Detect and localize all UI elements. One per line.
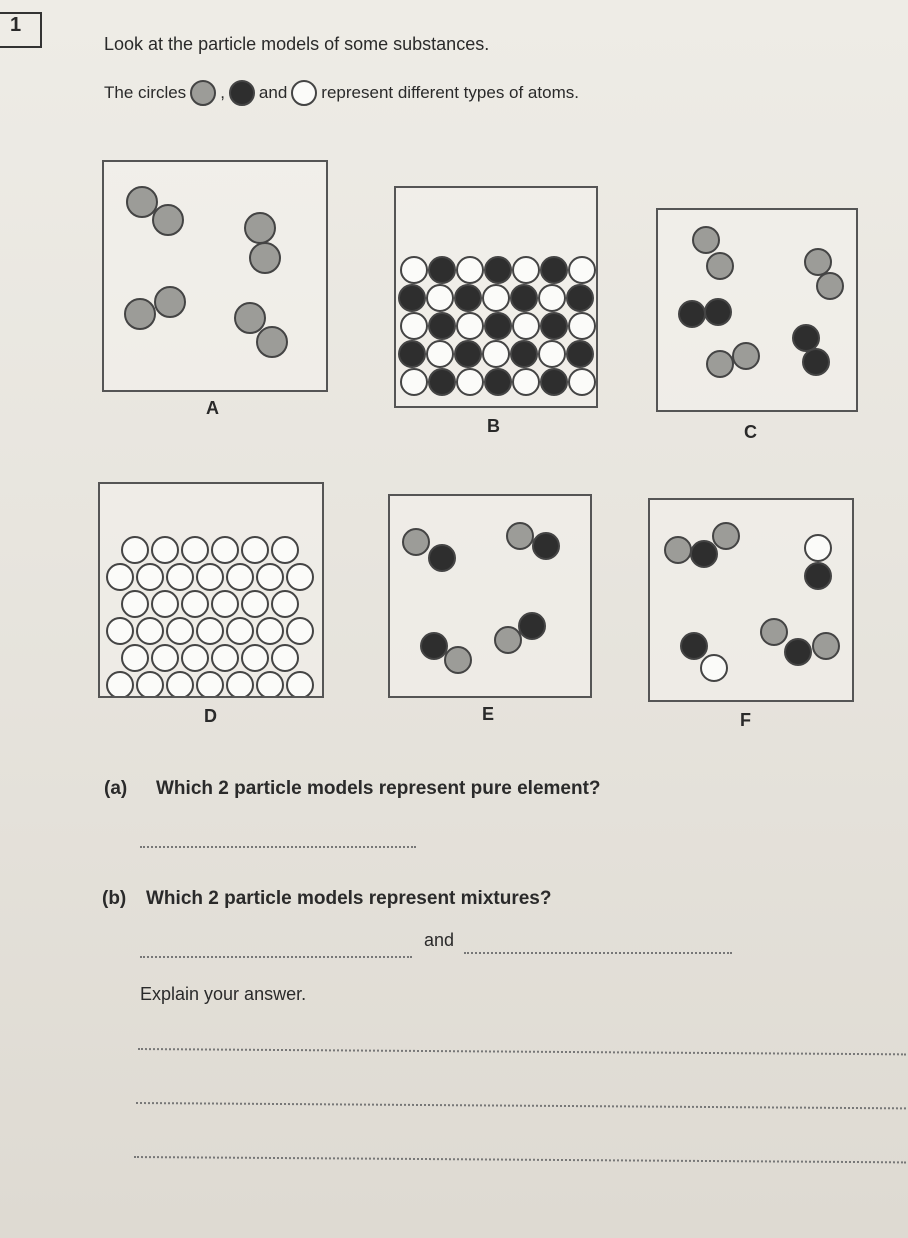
atom <box>107 618 133 644</box>
atom <box>242 591 268 617</box>
part-b-and: and <box>424 930 455 950</box>
atom <box>427 285 453 311</box>
atom <box>513 257 539 283</box>
atom <box>507 523 533 549</box>
atom <box>805 563 831 589</box>
atom <box>429 369 455 395</box>
model-b-particles <box>396 188 596 406</box>
black-atom-icon <box>229 80 255 106</box>
atom <box>533 533 559 559</box>
atom <box>495 627 521 653</box>
atom <box>513 313 539 339</box>
atom <box>761 619 787 645</box>
model-e-box <box>388 494 592 698</box>
part-b-question: Which 2 particle models represent mixtures? <box>146 888 552 909</box>
atom <box>287 618 313 644</box>
atom <box>227 564 253 590</box>
atom <box>167 564 193 590</box>
atom <box>569 369 595 395</box>
atom <box>182 537 208 563</box>
atom <box>287 564 313 590</box>
atom <box>569 257 595 283</box>
part-a-marker: (a) <box>104 778 128 799</box>
model-d-particles <box>100 484 322 696</box>
atom <box>485 313 511 339</box>
atom <box>257 672 283 696</box>
atom <box>155 287 185 317</box>
atom <box>813 633 839 659</box>
atom <box>707 351 733 377</box>
atom <box>707 253 733 279</box>
answer-line-b2[interactable] <box>464 952 732 954</box>
key-suffix: represent different types of atoms. <box>321 83 579 102</box>
atom <box>257 564 283 590</box>
question-number: 1 <box>10 14 22 36</box>
key-prefix: The circles <box>104 83 187 102</box>
model-e-label: E <box>482 704 495 724</box>
atom <box>567 285 593 311</box>
atom <box>803 349 829 375</box>
atom <box>427 341 453 367</box>
intro-text: Look at the particle models of some substances. <box>104 34 490 54</box>
key-separator: , <box>220 83 225 102</box>
atom <box>287 672 313 696</box>
key-and: and <box>258 83 288 102</box>
atom <box>793 325 819 351</box>
atom <box>429 545 455 571</box>
atom <box>182 591 208 617</box>
model-a-particles <box>104 162 326 390</box>
atom <box>485 257 511 283</box>
atom <box>242 645 268 671</box>
atom <box>107 564 133 590</box>
part-b-marker: (b) <box>102 888 127 909</box>
atom <box>137 564 163 590</box>
atom <box>421 633 447 659</box>
atom <box>665 537 691 563</box>
atom <box>182 645 208 671</box>
model-c-label: C <box>744 422 757 442</box>
atom <box>227 672 253 696</box>
atom <box>805 249 831 275</box>
model-b-label: B <box>487 416 500 436</box>
atom <box>693 227 719 253</box>
atom <box>399 341 425 367</box>
atom <box>137 618 163 644</box>
atom <box>541 257 567 283</box>
grey-atom-icon <box>190 80 216 106</box>
atom <box>705 299 731 325</box>
atom <box>245 213 275 243</box>
model-f-box <box>648 498 854 702</box>
atom <box>257 618 283 644</box>
atom <box>137 672 163 696</box>
atom <box>242 537 268 563</box>
atom <box>455 341 481 367</box>
atom <box>457 369 483 395</box>
atom <box>805 535 831 561</box>
atom <box>401 313 427 339</box>
atom <box>445 647 471 673</box>
atom <box>541 313 567 339</box>
atom <box>483 341 509 367</box>
atom <box>567 341 593 367</box>
atom <box>485 369 511 395</box>
answer-line-a[interactable] <box>140 846 416 848</box>
atom <box>107 672 133 696</box>
explain-prompt: Explain your answer. <box>140 984 307 1004</box>
atom <box>272 645 298 671</box>
atom <box>541 369 567 395</box>
answer-line-b1[interactable] <box>140 956 412 958</box>
atom <box>511 285 537 311</box>
atom <box>235 303 265 333</box>
atom <box>122 591 148 617</box>
atom <box>272 537 298 563</box>
atom <box>127 187 157 217</box>
atom <box>167 618 193 644</box>
model-d-box <box>98 482 324 698</box>
atom <box>457 313 483 339</box>
explain-line-3[interactable] <box>134 1156 906 1163</box>
atom <box>152 537 178 563</box>
atom <box>153 205 183 235</box>
atom <box>539 285 565 311</box>
atom <box>152 645 178 671</box>
atom <box>569 313 595 339</box>
atom <box>681 633 707 659</box>
atom <box>455 285 481 311</box>
atom <box>483 285 509 311</box>
explain-line-1[interactable] <box>138 1048 906 1055</box>
model-c-box <box>656 208 858 412</box>
atom <box>817 273 843 299</box>
model-b-box <box>394 186 598 408</box>
atom <box>401 369 427 395</box>
atom <box>403 529 429 555</box>
atom <box>197 564 223 590</box>
atom <box>429 257 455 283</box>
model-d-label: D <box>204 706 217 726</box>
atom <box>197 672 223 696</box>
atom <box>701 655 727 681</box>
model-f-particles <box>650 500 852 700</box>
white-atom-icon <box>291 80 317 106</box>
explain-line-2[interactable] <box>136 1102 906 1109</box>
atom <box>212 591 238 617</box>
atom-key <box>104 80 579 106</box>
atom <box>227 618 253 644</box>
atom <box>457 257 483 283</box>
atom <box>785 639 811 665</box>
model-a-box <box>102 160 328 392</box>
model-e-particles <box>390 496 590 696</box>
atom <box>122 537 148 563</box>
atom <box>691 541 717 567</box>
atom <box>167 672 193 696</box>
atom <box>125 299 155 329</box>
atom <box>399 285 425 311</box>
atom <box>212 645 238 671</box>
atom <box>733 343 759 369</box>
model-a-label: A <box>206 398 219 418</box>
atom <box>679 301 705 327</box>
atom <box>429 313 455 339</box>
atom <box>713 523 739 549</box>
atom <box>539 341 565 367</box>
atom <box>513 369 539 395</box>
atom <box>511 341 537 367</box>
part-a-question: Which 2 particle models represent pure element? <box>156 778 601 799</box>
atom <box>212 537 238 563</box>
atom <box>257 327 287 357</box>
atom <box>122 645 148 671</box>
atom <box>197 618 223 644</box>
atom <box>519 613 545 639</box>
model-f-label: F <box>740 710 751 730</box>
atom <box>250 243 280 273</box>
atom <box>401 257 427 283</box>
model-c-particles <box>658 210 856 410</box>
atom <box>272 591 298 617</box>
atom <box>152 591 178 617</box>
